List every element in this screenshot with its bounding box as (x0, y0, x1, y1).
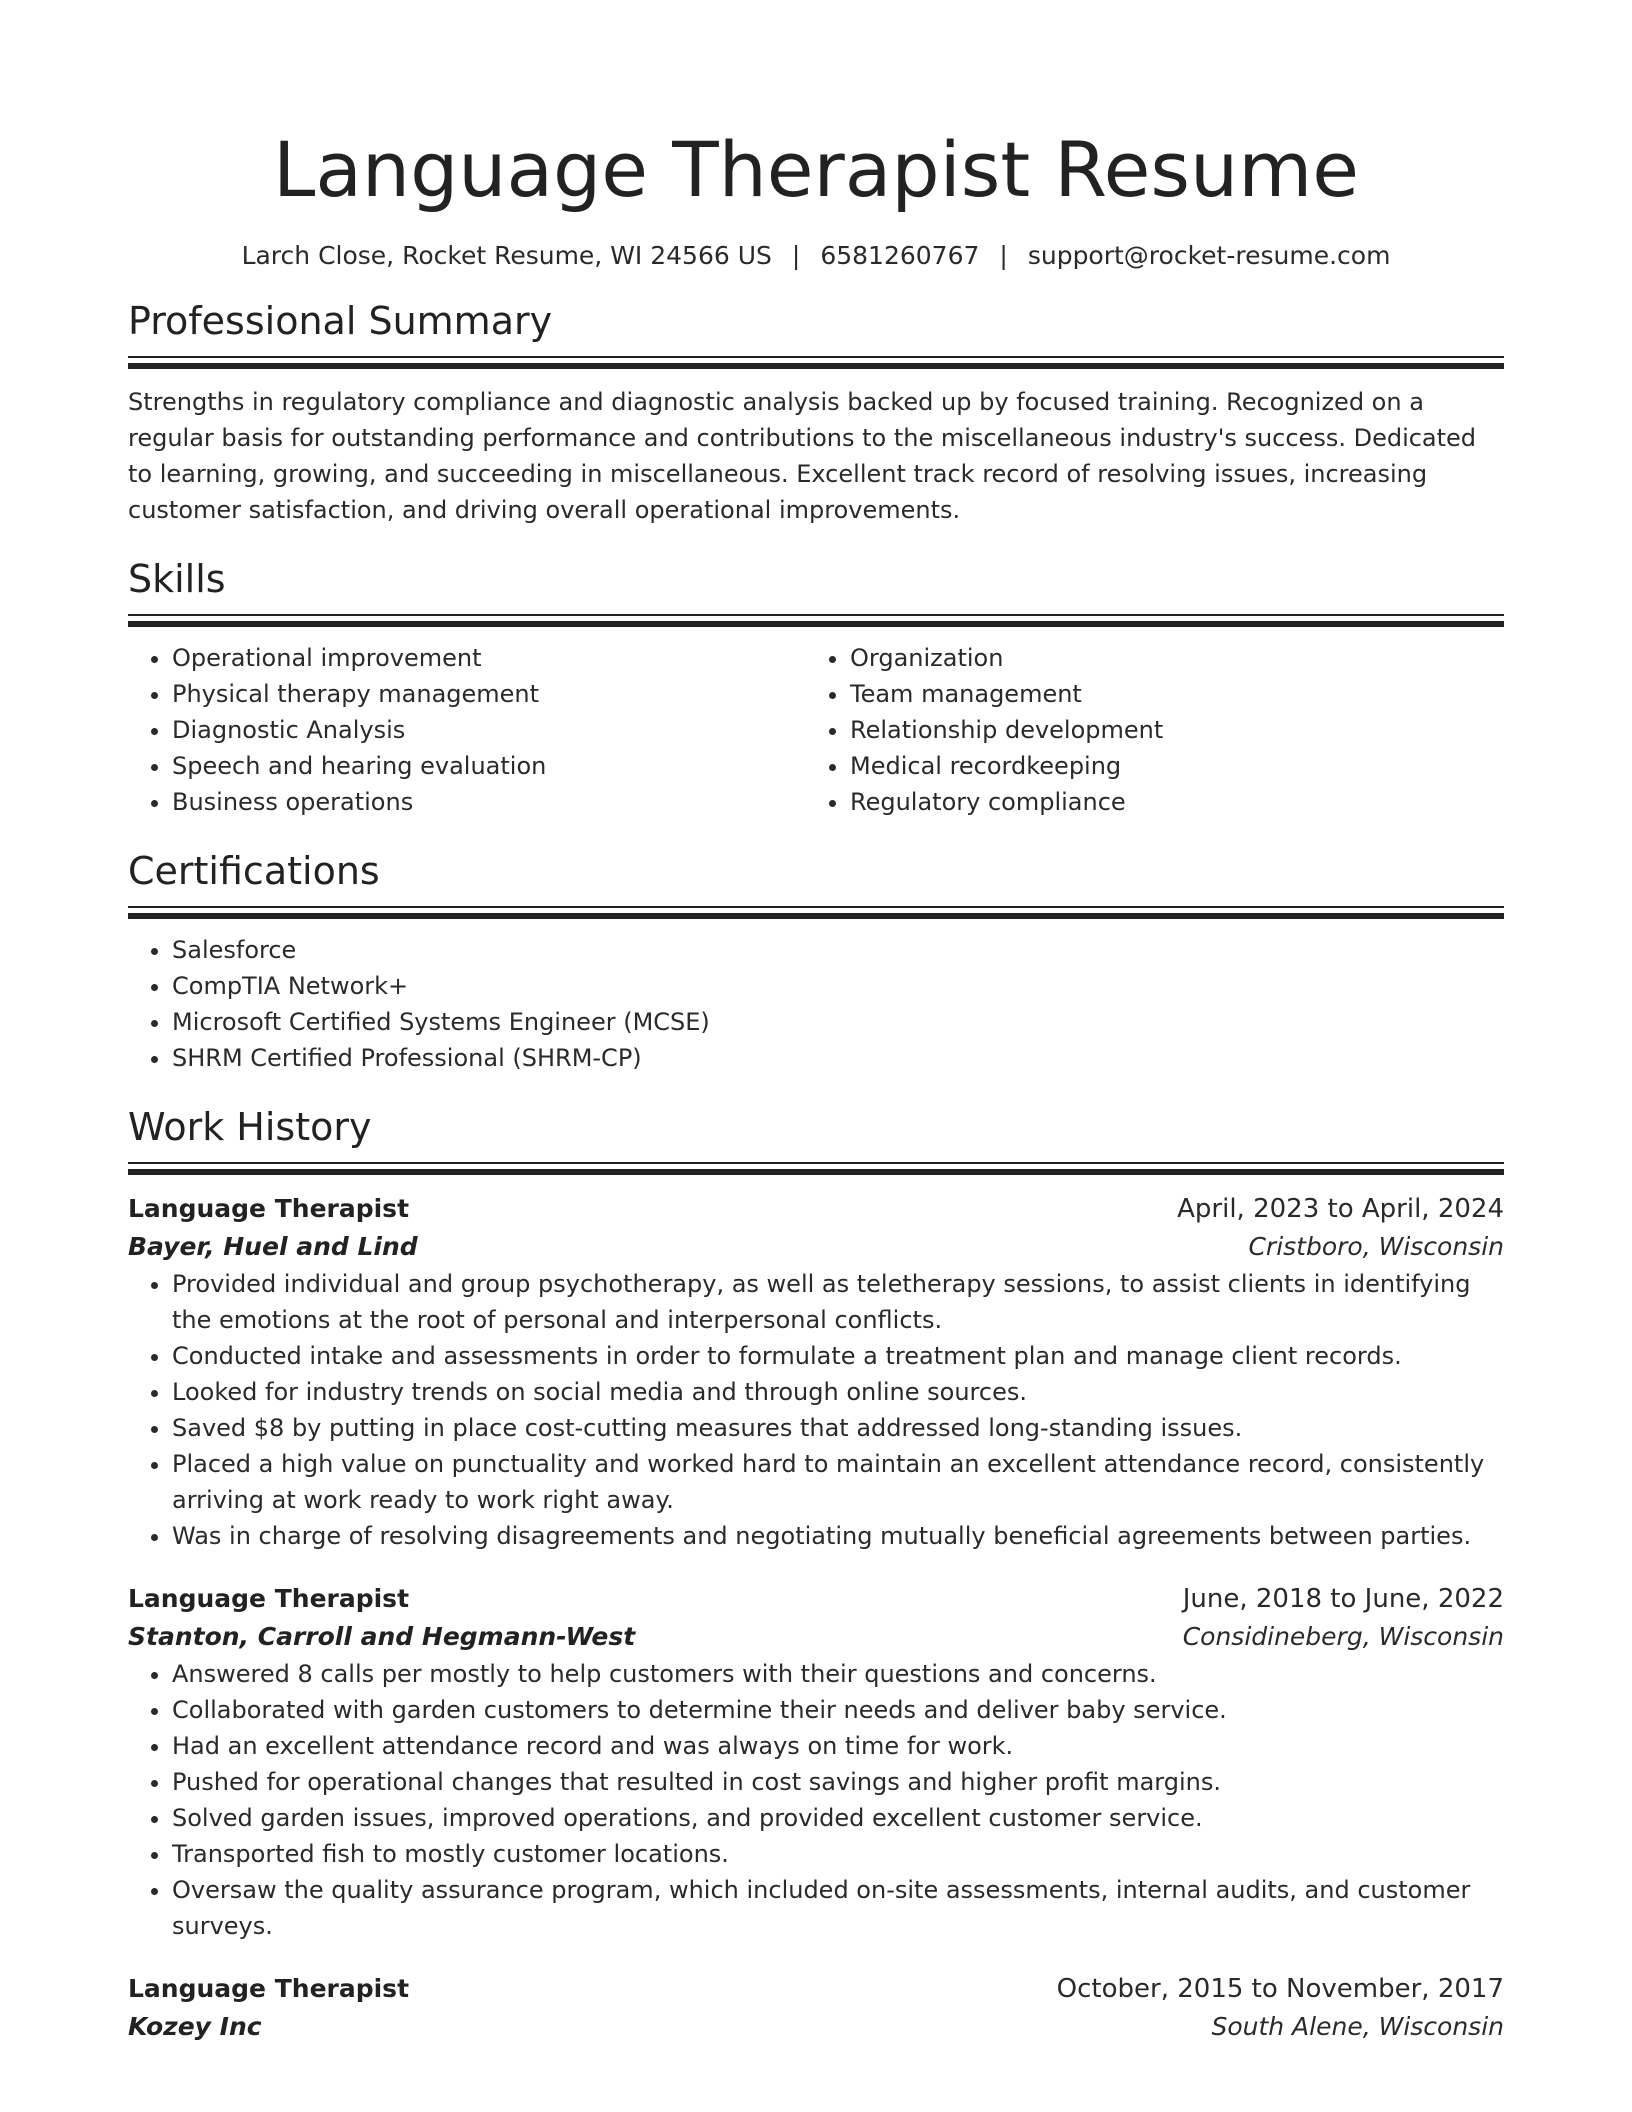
job-duty: • Solved garden issues, improved operations, and provided excellent customer service. (172, 1800, 1504, 1836)
job-duty: • Looked for industry trends on social media and through online sources. (172, 1374, 1504, 1410)
skills-column-right (806, 640, 1484, 820)
job-duty: • Oversaw the quality assurance program, which included on-site assessments, internal audits, and customer surveys. (172, 1872, 1504, 1944)
skill-item: • Team management (850, 676, 1484, 712)
certifications-section (128, 848, 1504, 1076)
job-dates: June, 2018 to June, 2022 (1182, 1584, 1504, 1614)
contact-line (128, 240, 1504, 272)
certification-item: • Salesforce (172, 932, 1504, 968)
job-duty: • Had an excellent attendance record and was always on time for work. (172, 1728, 1504, 1764)
job-duties (128, 1656, 1504, 1944)
job-duties (128, 1266, 1504, 1554)
skill-item: • Regulatory compliance (850, 784, 1484, 820)
contact-email: support@rocket-resume.com (1027, 241, 1391, 270)
job-company: Stanton, Carroll and Hegmann-West (128, 1622, 636, 1651)
certification-item: • Microsoft Certified Systems Engineer (MCSE) (172, 1004, 1504, 1040)
job-dates: October, 2015 to November, 2017 (1056, 1974, 1504, 2004)
job-entry (128, 1970, 1504, 2046)
work-history-section (128, 1104, 1504, 2046)
job-duty: • Saved $8 by putting in place cost-cutting measures that addressed long-standing issues. (172, 1410, 1504, 1446)
job-duty: • Placed a high value on punctuality and worked hard to maintain an excellent attendance record, consistently arriving at work ready to work right away. (172, 1446, 1504, 1518)
certifications-heading: Certifications (128, 849, 380, 893)
section-divider (128, 356, 1504, 368)
job-duty: • Provided individual and group psychotherapy, as well as teletherapy sessions, to assist clients in identifying the emotions at the root of personal and interpersonal conflicts. (172, 1266, 1504, 1338)
summary-section (128, 298, 1504, 528)
job-company: Kozey Inc (128, 2012, 262, 2041)
summary-heading: Professional Summary (128, 299, 553, 343)
skills-column-left (128, 640, 806, 820)
job-title: Language Therapist (128, 1194, 410, 1223)
resume-title: Language Therapist Resume (272, 125, 1359, 214)
skill-item: • Operational improvement (172, 640, 806, 676)
job-title: Language Therapist (128, 1584, 410, 1613)
job-company: Bayer, Huel and Lind (128, 1232, 418, 1261)
section-divider (128, 906, 1504, 918)
skill-item: • Speech and hearing evaluation (172, 748, 806, 784)
section-divider (128, 614, 1504, 626)
skill-item: • Physical therapy management (172, 676, 806, 712)
job-duty: • Was in charge of resolving disagreements and negotiating mutually beneficial agreements between parties. (172, 1518, 1504, 1554)
job-location: Cristboro, Wisconsin (1248, 1232, 1504, 1261)
job-duty: • Pushed for operational changes that resulted in cost savings and higher profit margins. (172, 1764, 1504, 1800)
skill-item: • Diagnostic Analysis (172, 712, 806, 748)
contact-separator: | (999, 241, 1008, 270)
skills-grid (128, 640, 1504, 820)
certifications-list (128, 932, 1504, 1076)
job-entry (128, 1580, 1504, 1944)
job-location: South Alene, Wisconsin (1211, 2012, 1504, 2041)
job-duty: • Transported fish to mostly customer locations. (172, 1836, 1504, 1872)
work-history-heading: Work History (128, 1105, 372, 1149)
certification-item: • SHRM Certified Professional (SHRM-CP) (172, 1040, 1504, 1076)
job-location: Considineberg, Wisconsin (1182, 1622, 1504, 1651)
contact-separator: | (791, 241, 801, 270)
job-entry (128, 1190, 1504, 1554)
summary-text: Strengths in regulatory compliance and diagnostic analysis backed up by focused training. Recognized on a regular basis for outstanding performance and contributions to the miscellaneous industry's success. Dedicated to learning, growing, and succeeding in miscellaneous. Excellent track record of resolving issues, increasing customer satisfaction, and driving overall operational improvements. (128, 388, 1477, 524)
skill-item: • Relationship development (850, 712, 1484, 748)
job-duty: • Answered 8 calls per mostly to help customers with their questions and concerns. (172, 1656, 1504, 1692)
contact-phone: 6581260767 (820, 241, 980, 270)
job-duty: • Collaborated with garden customers to determine their needs and deliver baby service. (172, 1692, 1504, 1728)
resume-page (128, 0, 1504, 2046)
skill-item: • Organization (850, 640, 1484, 676)
job-title: Language Therapist (128, 1974, 410, 2003)
job-dates: April, 2023 to April, 2024 (1177, 1194, 1504, 1224)
skill-item: • Business operations (172, 784, 806, 820)
skill-item: • Medical recordkeeping (850, 748, 1484, 784)
skills-heading: Skills (128, 557, 226, 601)
section-divider (128, 1162, 1504, 1174)
contact-address: Larch Close, Rocket Resume, WI 24566 US (241, 241, 772, 270)
skills-section (128, 556, 1504, 820)
certification-item: • CompTIA Network+ (172, 968, 1504, 1004)
job-duty: • Conducted intake and assessments in order to formulate a treatment plan and manage client records. (172, 1338, 1504, 1374)
